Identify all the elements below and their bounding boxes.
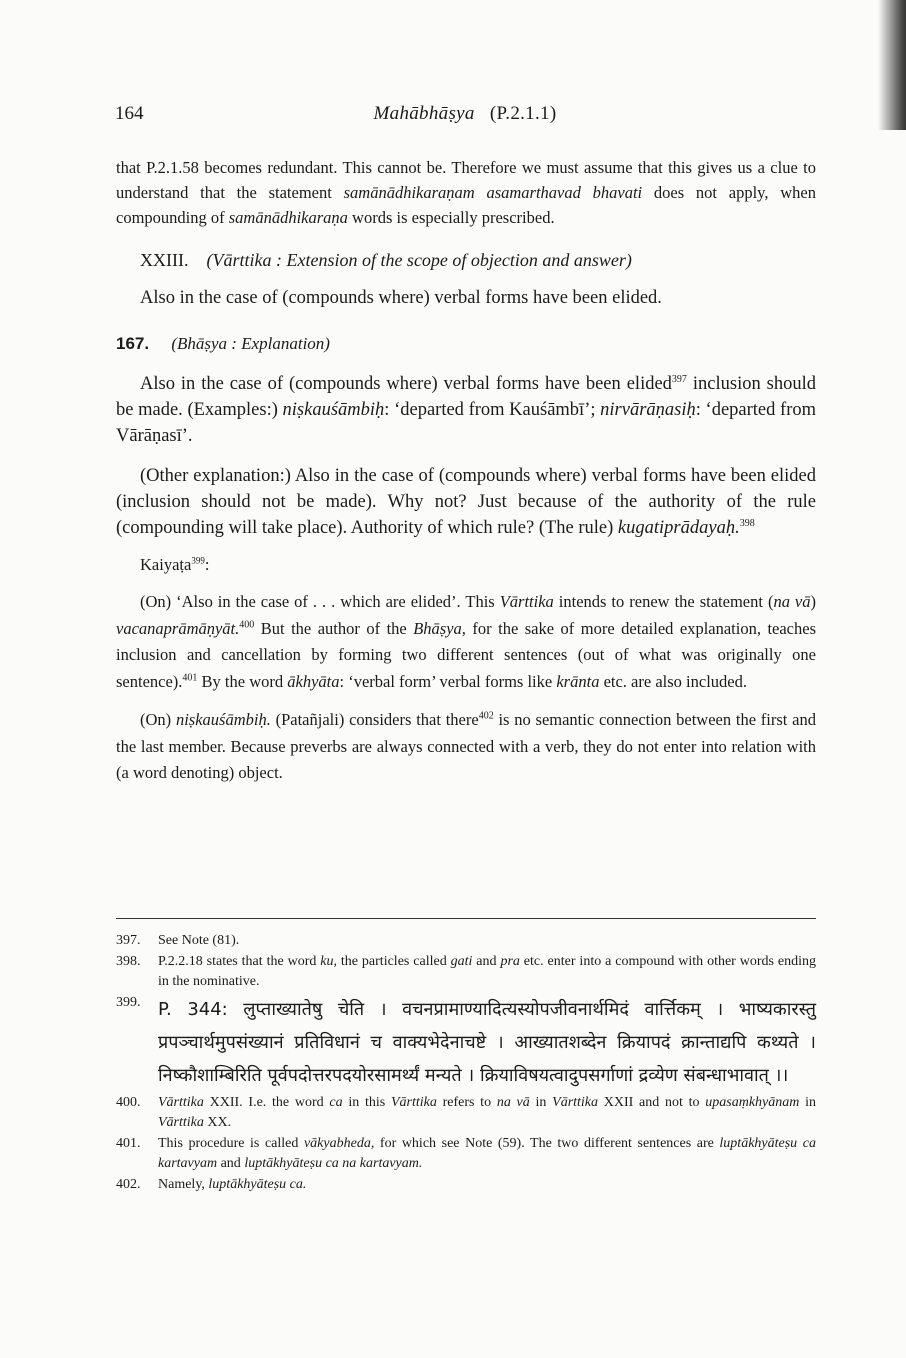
text-run: in [529, 1095, 553, 1110]
text-run: for the sake of more detailed explanation, teaches inclusion and cancellation by forming two different sentences (out of what was originally one sentence). [116, 618, 816, 691]
italic-term: na vā [496, 1095, 530, 1110]
footnote-number: 399. [116, 995, 141, 1010]
italic-term: ca [329, 1095, 343, 1110]
italic-term: niṣkauśāmbiḥ. [175, 710, 271, 729]
bhasya-heading [116, 331, 816, 357]
italic-term: krānta [556, 671, 600, 691]
running-reference: (P.2.1.1) [489, 103, 557, 124]
footnote-text [158, 1175, 816, 1195]
footnote-text [158, 952, 816, 992]
footnote-ref: 398 [739, 517, 755, 529]
running-head [115, 103, 815, 125]
section-label: (Bhāṣya : Explanation) [171, 334, 330, 353]
footnote-number: 400. [116, 1095, 141, 1110]
text-run: ) [810, 592, 817, 611]
italic-term: upasaṃkhyānam [705, 1095, 800, 1110]
kaiyata-footnote-ref: 399 [191, 555, 205, 566]
text-run: that P.2.1.58 becomes redundant. This cannot be. Therefore we must assume that this gives us a clue to understand that the statement [116, 158, 816, 202]
footnote-number: 402. [116, 1177, 141, 1192]
text-run: XXII. I.e. the word [203, 1095, 330, 1110]
italic-term: niṣkauśāmbiḥ [282, 400, 385, 420]
section-number: 167. [116, 334, 150, 353]
italic-term: Vārttika [552, 1095, 599, 1110]
kaiyata-paragraph-2 [116, 707, 816, 787]
italic-term: na vā [773, 592, 811, 611]
text-run: : ‘departed from Kauśāmbī’; [384, 400, 601, 420]
italic-term: vacanaprāmāṇyāt. [116, 618, 240, 638]
text-run: for which see Note (59). The two different sentences are [374, 1136, 720, 1151]
text-run: By the word [197, 671, 288, 691]
italic-term: luptākhyāteṣu ca. [208, 1177, 307, 1192]
footnote [116, 952, 816, 992]
footnote-text [158, 993, 816, 1092]
scan-page-edge [878, 0, 906, 130]
text-run: etc. are also included. [599, 671, 747, 691]
text-run: in [799, 1095, 817, 1110]
text-run: : ‘verbal form’ verbal forms like [339, 671, 557, 691]
footnote-number: 397. [116, 933, 141, 948]
italic-term: samānādhikaraṇam asamarthavad bhavati [343, 183, 643, 202]
footnote [116, 1134, 816, 1174]
italic-term: Vārttika [158, 1115, 204, 1130]
italic-term: luptākhyāteṣu ca na kartavyam. [244, 1156, 423, 1171]
footnote-ref: 400 [239, 619, 255, 630]
footnote [116, 1093, 816, 1133]
text-run: P.2.2.18 states that the word [158, 954, 321, 969]
italic-term: Bhāṣya, [413, 618, 466, 638]
italic-term: luptākhyāteṣu ca kartavyam [158, 1136, 816, 1171]
footnote-number: 401. [116, 1136, 141, 1151]
text-run: is no semantic connection between the first and the last member. Because preverbs are always connected with a verb, they do not enter into relation with (a word denoting) object. [116, 710, 816, 782]
page-number: 164 [115, 103, 144, 124]
text-run: XX. [203, 1115, 232, 1130]
varttika-number: XXIII. [140, 250, 189, 270]
text-run: does not apply, when compounding of [116, 183, 816, 227]
text-run: refers to [436, 1095, 497, 1110]
italic-term: nirvārāṇasiḥ [600, 400, 696, 420]
text-run: Namely, [158, 1177, 209, 1192]
text-run: (Other explanation:) Also in the case of (compounds where) verbal forms have been elided (inclusion should not be made). Why not? Just because of the authority of the rule (compounding will take place). Authority of which rule? (The rule) [116, 466, 816, 538]
footnote-text [158, 1093, 816, 1133]
footnote-ref: 402 [478, 710, 494, 722]
text-run: and [472, 954, 501, 969]
italic-term: samānādhikaraṇa [228, 208, 348, 227]
footnote-text [158, 931, 816, 951]
text-run: etc. enter into a compound with other words ending in the nominative. [158, 954, 816, 989]
running-title: Mahābhāṣya [373, 103, 475, 124]
text-run: (On) ‘Also in the case of . . . which are elided’. This [140, 592, 500, 611]
text-run: Also in the case of (compounds where) verbal forms have been elided [140, 374, 672, 394]
intro-paragraph [116, 155, 816, 230]
bhasya-paragraph-1 [116, 371, 816, 449]
footnotes [116, 930, 816, 1195]
footnote [116, 931, 816, 951]
footnote [116, 993, 816, 1092]
text-run: words is especially prescribed. [347, 208, 555, 227]
page-header [115, 103, 815, 133]
italic-term: Vārttika [499, 592, 554, 611]
text-run: : ‘departed from Vārāṇasī’. [116, 400, 817, 446]
text-run: in this [342, 1095, 391, 1110]
footnote-ref: 397 [671, 373, 687, 385]
italic-term: Vārttika [390, 1095, 437, 1110]
text-run: (On) [140, 710, 176, 729]
italic-term: ākhyāta [287, 671, 340, 691]
footnote-text [158, 1134, 816, 1174]
italic-term: vākyabheda, [303, 1136, 375, 1151]
bhasya-paragraph-2 [116, 463, 816, 541]
varttika-heading [116, 247, 816, 273]
footnote [116, 1175, 816, 1195]
footnote-ref: 401 [182, 672, 198, 683]
text-run: P. 344: लुप्ताख्यातेषु चेति । वचनप्रामाण्यादित्यस्योपजीवनार्थमिदं वार्त्तिकम् । भाष्यकारस्तु प्रपञ्चार्थमुपसंख्यानं प्रतिविधानं च वाक्यभेदेनाचष्टे । आख्यातशब्देन क्रियापदं क्रान्ताद्यपि कथ्यते । निष्कौशाम्बिरिति पूर्वपदोत्तरपदयोरसामर्थ्यं मन्यते । क्रियाविषयत्वादुपसर्गाणां द्रव्येण संबन्धाभावात् ।। [158, 999, 816, 1086]
text-run: intends to renew the statement ( [553, 592, 774, 611]
varttika-label: (Vārttika : Extension of the scope of objection and answer) [206, 250, 632, 270]
italic-term: pra [500, 954, 520, 969]
italic-term: gati [450, 954, 473, 969]
italic-term: ku, [320, 954, 337, 969]
text-run: See Note (81). [158, 933, 240, 948]
italic-term: Vārttika [158, 1095, 204, 1110]
text-run: the particles called [337, 954, 451, 969]
main-text [116, 155, 816, 787]
text-run: (Patañjali) considers that there [270, 710, 479, 729]
text-run: This procedure is called [158, 1136, 304, 1151]
varttika-text: Also in the case of (compounds where) verbal forms have been elided. [140, 288, 662, 308]
kaiyata-paragraph-1 [116, 589, 816, 695]
text-run: and [217, 1156, 245, 1171]
footnote-rule [116, 918, 816, 919]
text-run: But the author of the [254, 618, 414, 638]
text-run: XXII and not to [598, 1095, 706, 1110]
italic-term: kugatiprādayaḥ. [617, 518, 740, 538]
footnote-number: 398. [116, 954, 141, 969]
kaiyata-label: Kaiyaṭa$^{399}$: [140, 555, 210, 574]
text-run: inclusion should be made. (Examples:) [116, 374, 816, 420]
